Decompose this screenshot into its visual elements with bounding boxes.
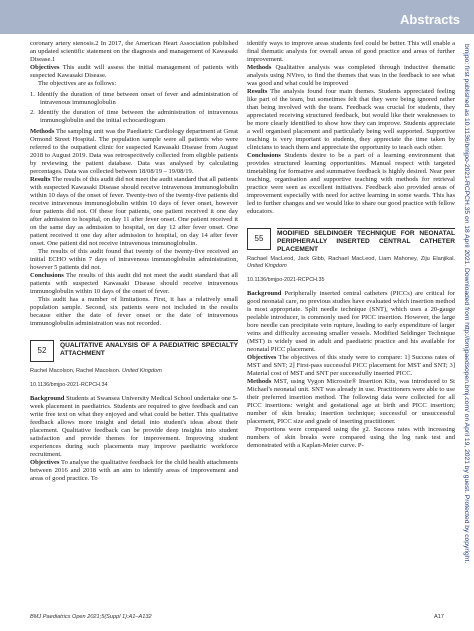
background-label: Background (30, 395, 65, 402)
page-number: A17 (434, 614, 444, 620)
paragraph: coronary artery stenosis.2 In 2017, the American Heart Association published an updated scientific statement on the diagnosis and management of Kawasaki Disease.1 (30, 40, 238, 63)
objectives-text: To analyse the qualitative feedback for the child health attachments between 2016 and 2018 with an aim to identify areas of improvement and areas of good practice. To (30, 459, 238, 482)
methods-text: Qualitative analysis was completed through inductive thematic analysis using NVivo, to find the themes that was in the feedback to see what was good and what could be improved (247, 64, 455, 87)
conclusions-text: Students desire to be a part of a learning environment that provides structured learning opportunities. Manual respect with targeted timetabling for formative and summative feedback is highly desired. Near peer teaching, organisation and supportive teaching with methods for retrieval practice were seen as excellent initiatives. Feedback also provided areas of improvement especially with need for active learning in some wards. This has led to further changes and we would like to share our good practice with fellow educators. (247, 152, 455, 215)
methods-paragraph (247, 64, 455, 88)
right-column (247, 40, 455, 450)
results-label: Results (30, 176, 51, 183)
objectives-label: Objectives (247, 354, 277, 361)
background-label: Background (247, 290, 282, 297)
results-paragraph (247, 88, 455, 152)
results-text: The analysis found four main themes. Students appreciated feeling like part of the team, but sometimes felt that they were being ignored rather than being involved with the team. Feedback was crucial for students, they appreciated receiving structured feedback, but would like their weaknesses to be more clearly identified to show how they can improve. Students appreciate a well organised placement and particularly being well supported. Supportive teaching is very important to students, they appreciate the time taken by clinicians to teach them and appreciate the opportunity to teach each other. (247, 88, 455, 151)
paragraph: Proportions were compared using the χ2. Success rates with increasing numbers of skin breaks were compared using the log rank test and demonstrated with a Kaplan-Meier curve. P- (247, 426, 455, 449)
results-text: The results of this audit did not meet the audit standard that all patients with suspected Kawasaki Disease should receive intravenous immunoglobulin within 10 days of the onset of fever. Twenty-two of the twenty-five patients did receive intravenous immunoglobulin within 10 days of fever onset, however four patients did not. Of these four patients, one patient received it one day after admission to hospital, on day 11 after fever onset. One patient received it on the same day as admission to hospital, on day 12 after fever onset. One patient received it one day after admission to hospital, on day 14 after fever onset. One patient did not receive intravenous immunoglobulin. (30, 176, 238, 247)
copyright-sidebar[interactable]: bmjpo: first published as 10.1136/bmjpo-2021-RCPCH.35 on 18 April 2021. Downloaded from http://bmjpaedsopen.bmj.com/ on April 19, 2021 by guest. Protected by copyright. (463, 44, 470, 564)
methods-paragraph (247, 378, 455, 426)
abstract-number: 52 (30, 340, 54, 362)
methods-paragraph (30, 128, 238, 176)
section-banner (0, 0, 474, 34)
background-paragraph (247, 290, 455, 354)
list-item: 1. Identify the duration of time between onset of fever and administration of intravenous immunoglobulin (30, 91, 238, 106)
abstract-52-header (30, 340, 238, 366)
conclusions-label: Conclusions (247, 152, 281, 159)
journal-citation: BMJ Paediatrics Open 2021;5(Suppl 1):A1–A132 (30, 614, 152, 620)
author-affiliation: United Kingdom (122, 368, 162, 374)
methods-label: Methods (247, 64, 272, 71)
objectives-paragraph (247, 354, 455, 378)
objectives-label: Objectives (30, 459, 60, 466)
paragraph: identify ways to improve areas students feel could be better. This will enable a final thematic analysis for overall areas of good practice and areas of further improvement. (247, 40, 455, 63)
conclusions-paragraph (30, 272, 238, 296)
methods-label: Methods (247, 378, 272, 385)
abstract-55-header (247, 228, 455, 254)
author-affiliation: United Kingdom (247, 263, 287, 269)
background-text: Peripherally inserted central catheters (PICCs) are critical for good neonatal care, no previous studies have evaluated which insertion method is most appropriate. Split needle technique (SNT), which uses a 20-gauge peelable introducer, is commonly used for PICC insertion. However, the large bore needle can precipitate vein rupture, leading to early expenditure of larger veins and difficulty accessing smaller vessels. Modified Seldinger Technique (MST) is widely used in adult and paediatric practice and his available for neonatal PICC placement. (247, 290, 455, 353)
background-text: Students at Swansea University Medical School undertake one 5-week placement in paediatrics. Students are required to give feedback and can write free text on what they enjoyed and what could be better. This qualitative feedback allows more insight and detail into student's ideas about their placement. Qualitative feedback can be provide deep insights into student satisfaction and provide themes for improvement. Improving student experiences during such placements may improve paediatric workforce recruitment. (30, 395, 238, 458)
objectives-text: The objectives of this study were to compare: 1] Success rates of MST and SNT; 2] First-pass successful PICC placement for MST and SNT; 3] Material cost of MST and SNT per successfully inserted PICC. (247, 354, 455, 377)
paragraph: The results of this audit found that twenty of the twenty-five received an initial ECHO within 7 days of intravenous immunoglobulin administration, however 5 patients did not. (30, 248, 238, 271)
conclusions-text: The results of this audit did not meet the audit standard that all patients with suspected Kawasaki Disease should receive intravenous immunoglobulin within 10 days of the onset of fever. (30, 272, 238, 295)
abstract-authors (247, 256, 455, 270)
abstract-authors (30, 368, 238, 375)
author-names: Rachael MacLeod, Jack Gibb, Rachael MacLeod, Liam Mahoney, Ziju Elanjikal. (247, 256, 455, 262)
results-paragraph (30, 176, 238, 248)
author-names: Rachel Macolson, Rachel Macolson. (30, 368, 121, 374)
objectives-paragraph (30, 459, 238, 483)
background-paragraph (30, 395, 238, 459)
section-title: Abstracts (400, 12, 460, 27)
conclusions-label: Conclusions (30, 272, 64, 279)
objectives-paragraph (30, 64, 238, 80)
left-column (30, 40, 238, 483)
abstract-number: 55 (247, 228, 271, 250)
paragraph: This audit has a number of limitations. First, it has a relatively small population sample. Second, six patients were not included in the results because either the date of fever onset or the date of intravenous immunoglobulin administration was not recorded. (30, 296, 238, 327)
objectives-label: Objectives (30, 64, 60, 71)
abstract-doi: 10.1136/bmjpo-2021-RCPCH.34 (30, 382, 108, 388)
methods-text: The sampling unit was the Paediatric Cardiology department at Great Ormond Street Hospital. The population sample were all patients who were referred to the outpatient clinic for suspected Kawasaki Disease from August 2018 to August 2019. Data was retrospectively collected from eligible patients by reviewing the patient database. Data was analysed by calculating percentages. Data was collected between 18/08/19 – 19/08/19. (30, 128, 238, 175)
conclusions-paragraph (247, 152, 455, 216)
list-item: 2. Identify the duration of time between the administration of intravenous immunoglobulin and the initial echocardiogram (30, 109, 238, 124)
abstract-doi: 10.1136/bmjpo-2021-RCPCH.35 (247, 277, 325, 283)
results-label: Results (247, 88, 268, 95)
objectives-intro: The objectives are as follows: (38, 80, 117, 87)
objectives-text: This audit will assess the initial management of patients with suspected Kawasaki Disease. (30, 64, 238, 79)
objectives-list (30, 91, 238, 125)
methods-label: Methods (30, 128, 55, 135)
methods-text: MST, using Vygon Microsite® Insertion Kits, was introduced to St Michael's neonatal unit. SNT was already in use. Practitioners were able to use their preferred insertion method. The following data were collected for all PICC insertions: weight and gestational age at birth and PICC insertion; number of skin breaks; insertion technique; successful or unsuccessful placement, PICC size and grade of inserting practitioner. (247, 378, 455, 425)
abstract-title: QUALITATIVE ANALYSIS OF A PAEDIATRIC SPECIALTY ATTACHMENT (60, 342, 238, 358)
abstract-title: MODIFIED SELDINGER TECHNIQUE FOR NEONATAL PERIPHERALLY INSERTED CENTRAL CATHETER PLACEMENT (277, 230, 455, 254)
